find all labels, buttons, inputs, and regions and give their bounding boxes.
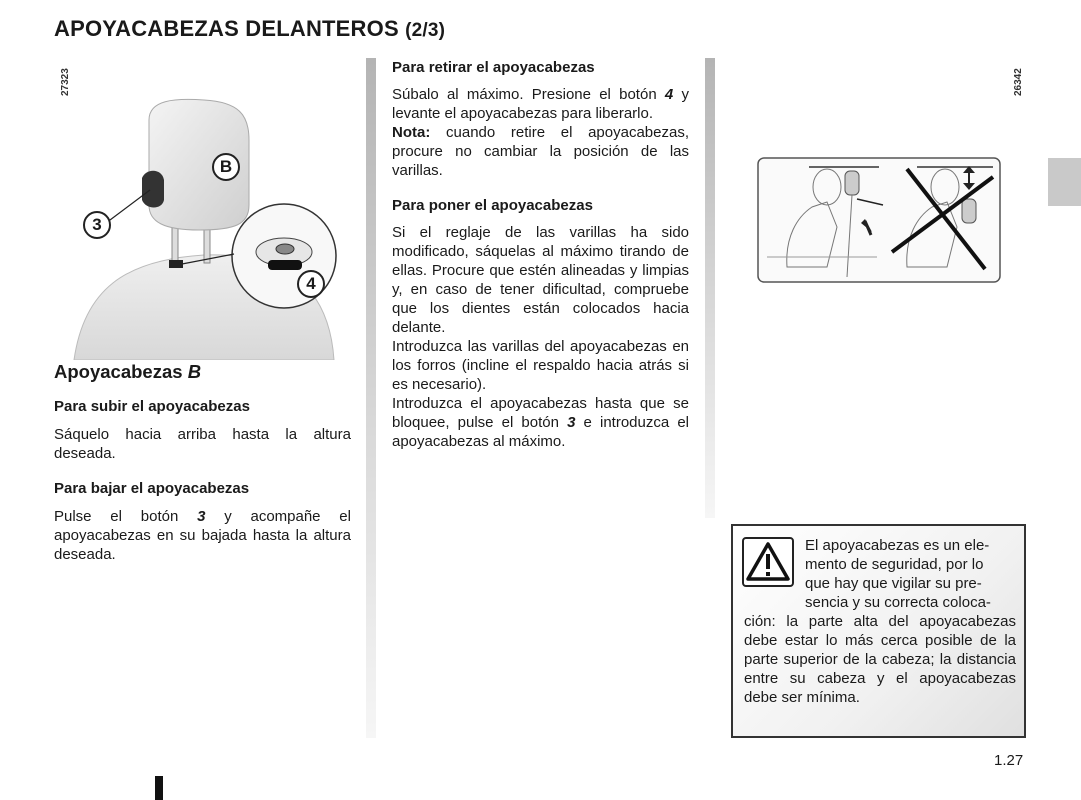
warning-triangle-icon [742,537,794,587]
remove-title: Para retirar el apoyacabezas [392,59,595,76]
warning-text-rest: ción: la parte alta del apoyacabezas debe estar lo más cerca posible de la parte superior de la cabeza; la distancia entre su cabeza y el apoyacabezas debe ser mínima. [744,613,1016,706]
page-title-suffix: (2/3) [405,20,446,41]
figure-code-left: 27323 [60,68,71,96]
install-title: Para poner el apoyacabezas [392,197,593,214]
install-text-3: Introduzca el apoyacabezas hasta que se bloquee, pulse el botón 3 e introduzca el apoyacabezas al máximo. [392,395,690,450]
column-separator-left [366,58,376,738]
position-illustration [757,157,1001,283]
raise-text: Sáquelo hacia arriba hasta la altura deseada. [54,426,351,462]
left-column [54,362,351,564]
callout-3: 3 [83,211,111,239]
section-heading: Apoyacabezas B [54,361,202,382]
install-text-1: Si el reglaje de las varillas ha sido modificado, sáquelas al máximo tirando de ellas. Procure que estén alineadas y limpias y, en caso de tener dificultad, compruebe que los dientes están colocados hacia delante. [392,224,689,336]
lower-title: Para bajar el apoyacabezas [54,480,250,497]
remove-text: Súbalo al máximo. Presione el botón 4 y levante el apoyacabezas para liberarlo. [392,86,689,122]
warning-text-top: El apoyacabezas es un ele- mento de seguridad, por lo que hay que vigilar su pre- sencia y su correcta coloca- [805,537,991,611]
page-number: 1.27 [994,752,1024,769]
figure-code-right: 26342 [1013,68,1024,96]
middle-column [392,58,689,451]
note-text: Nota: cuando retire el apoyacabezas, procure no cambiar la posición de las varillas. [392,124,689,179]
lower-text: Pulse el botón 3 y acompañe el apoyacabezas en su bajada hasta la altura deseada. [54,508,351,563]
install-text-2: Introduzca las varillas del apoyacabezas en los forros (incline el respaldo hacia atrás si es necesario). [392,338,689,393]
column-separator-right [705,58,715,518]
headrest-illustration [54,60,364,360]
page-title: APOYACABEZAS DELANTEROS (2/3) [54,16,446,41]
print-mark [155,776,163,800]
callout-b: B [212,153,240,181]
chapter-tab [1048,158,1081,206]
raise-title: Para subir el apoyacabezas [54,398,250,415]
warning-box [731,524,1026,738]
callout-4: 4 [297,270,325,298]
